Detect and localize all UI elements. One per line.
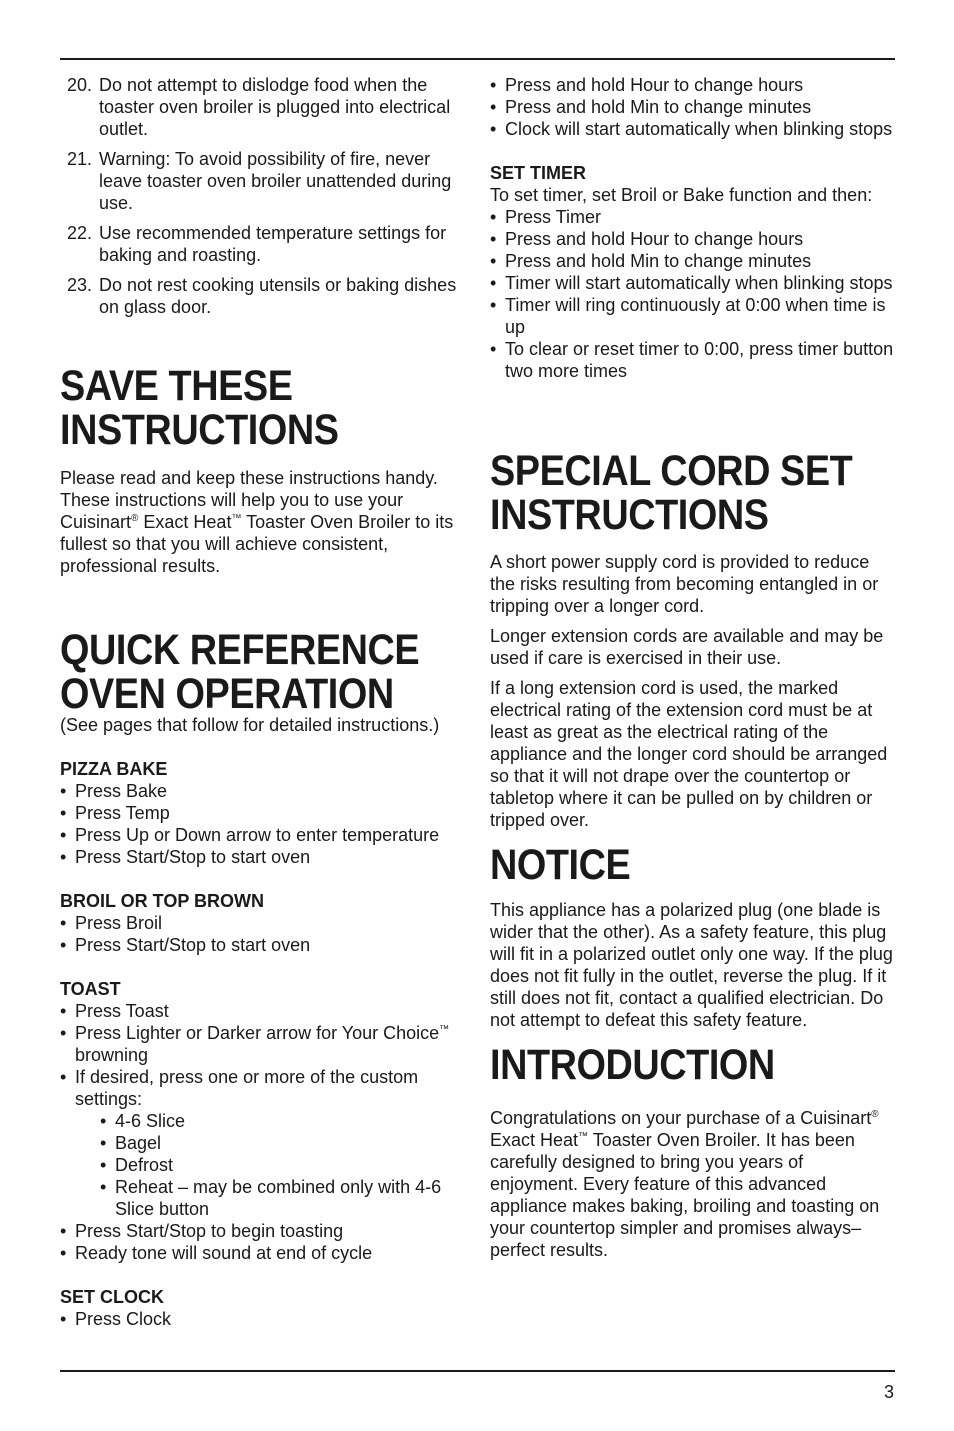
list-item: • Timer will start automatically when blinking stops — [490, 272, 895, 294]
set-clock-list — [60, 1308, 465, 1330]
list-item: • Press Timer — [490, 206, 895, 228]
cord-paragraph: Longer extension cords are available and may be used if care is exercised in their use. — [490, 626, 884, 668]
introduction-heading: INTRODUCTION — [490, 1041, 775, 1089]
list-item: • Press and hold Hour to change hours — [490, 74, 895, 96]
list-item: • Press Up or Down arrow to enter temperature — [60, 824, 465, 846]
bottom-rule — [60, 1370, 895, 1372]
item-text: Warning: To avoid possibility of fire, never leave toaster oven broiler unattended during use. — [99, 149, 452, 213]
safety-list — [60, 74, 465, 318]
list-item: • Ready tone will sound at end of cycle — [60, 1242, 465, 1264]
heading-line: SPECIAL CORD SET — [490, 447, 853, 495]
item-text: Do not rest cooking utensils or baking dishes on glass door. — [99, 275, 457, 317]
set-clock-list-continued — [490, 74, 895, 140]
save-instructions-heading — [60, 364, 416, 452]
list-item: • Press Broil — [60, 912, 465, 934]
list-item: • Defrost — [60, 1154, 465, 1176]
list-item — [60, 148, 465, 214]
list-item: • If desired, press one or more of the custom settings: — [60, 1066, 465, 1110]
right-column — [490, 74, 895, 1261]
page-number: 3 — [883, 1382, 894, 1402]
pizza-bake-list — [60, 780, 465, 868]
list-item: • Press Temp — [60, 802, 465, 824]
item-text: Use recommended temperature settings for baking and roasting. — [99, 223, 447, 265]
heading-line: INSTRUCTIONS — [60, 406, 339, 454]
save-instructions-text: Please read and keep these instructions handy. These instructions will help you to use your Cuisinart® Exact Heat™ Toaster Oven Broiler to its fullest so that you will achieve consistent, professional results. — [60, 468, 454, 576]
list-item: • Press Lighter or Darker arrow for Your Choice™ browning — [60, 1022, 465, 1066]
heading-line: INSTRUCTIONS — [490, 491, 769, 539]
list-item: • Timer will ring continuously at 0:00 when time is up — [490, 294, 895, 338]
broil-list — [60, 912, 465, 956]
list-item: • To clear or reset timer to 0:00, press timer button two more times — [490, 338, 895, 382]
item-number: 22. — [67, 223, 93, 243]
heading-line: OVEN OPERATION — [60, 670, 394, 718]
list-item: • Press Start/Stop to start oven — [60, 934, 465, 956]
top-rule — [60, 58, 895, 60]
list-item: • Press Start/Stop to begin toasting — [60, 1220, 465, 1242]
list-item: • Reheat – may be combined only with 4-6 Slice button — [60, 1176, 465, 1220]
cord-paragraph: A short power supply cord is provided to reduce the risks resulting from becoming entangled in or tripping over a longer cord. — [490, 552, 879, 616]
list-item: • Press and hold Min to change minutes — [490, 96, 895, 118]
item-number: 23. — [67, 275, 93, 295]
toast-settings-list — [60, 1110, 465, 1220]
list-item — [60, 222, 465, 266]
toast-title: TOAST — [60, 979, 121, 999]
cord-paragraph: If a long extension cord is used, the marked electrical rating of the extension cord must be at least as great as the electrical rating of the appliance and the longer cord should be arranged so that it will not drape over the countertop or tabletop where it can be pulled on by children or tripped over. — [490, 678, 888, 830]
list-item: • Press Start/Stop to start oven — [60, 846, 465, 868]
set-clock-title: SET CLOCK — [60, 1287, 165, 1307]
quick-reference-note: (See pages that follow for detailed instructions.) — [60, 715, 440, 735]
special-cord-heading — [490, 447, 853, 539]
toast-list — [60, 1000, 465, 1110]
item-text: Do not attempt to dislodge food when the toaster oven broiler is plugged into electrical outlet. — [99, 75, 451, 139]
broil-title: BROIL OR TOP BROWN — [60, 891, 265, 911]
heading-line: SAVE THESE — [60, 362, 293, 410]
notice-heading: NOTICE — [490, 841, 631, 889]
list-item: • 4-6 Slice — [60, 1110, 465, 1132]
notice-text: This appliance has a polarized plug (one blade is wider that the other). As a safety feature, this plug will fit in a polarized outlet only one way. If the plug does not fit fully in the outlet, reverse the plug. If it still does not fit, contact a qualified electrician. Do not attempt to defeat this safety feature. — [490, 900, 893, 1030]
list-item: • Bagel — [60, 1132, 465, 1154]
heading-line: QUICK REFERENCE — [60, 626, 420, 674]
list-item: • Press Toast — [60, 1000, 465, 1022]
introduction-text: Congratulations on your purchase of a Cuisinart® Exact Heat™ Toaster Oven Broiler. It has been carefully designed to bring you years of enjoyment. Every feature of this advanced appliance makes baking, broiling and toasting on your countertop simpler and promises always–perfect results. — [490, 1108, 880, 1260]
set-timer-list — [490, 206, 895, 382]
quick-reference-heading — [60, 626, 420, 718]
list-item: • Clock will start automatically when blinking stops — [490, 118, 895, 140]
list-item: • Press and hold Hour to change hours — [490, 228, 895, 250]
pizza-bake-title: PIZZA BAKE — [60, 759, 168, 779]
item-number: 21. — [67, 149, 93, 169]
list-item: • Press Clock — [60, 1308, 465, 1330]
list-item: • Press and hold Min to change minutes — [490, 250, 895, 272]
set-timer-intro: To set timer, set Broil or Bake function and then: — [490, 185, 873, 205]
set-timer-title: SET TIMER — [490, 163, 587, 183]
list-item: • Press Bake — [60, 780, 465, 802]
item-number: 20. — [67, 75, 93, 95]
left-column — [60, 74, 465, 1330]
list-item — [60, 74, 465, 140]
toast-list-end — [60, 1220, 465, 1264]
list-item — [60, 274, 465, 318]
